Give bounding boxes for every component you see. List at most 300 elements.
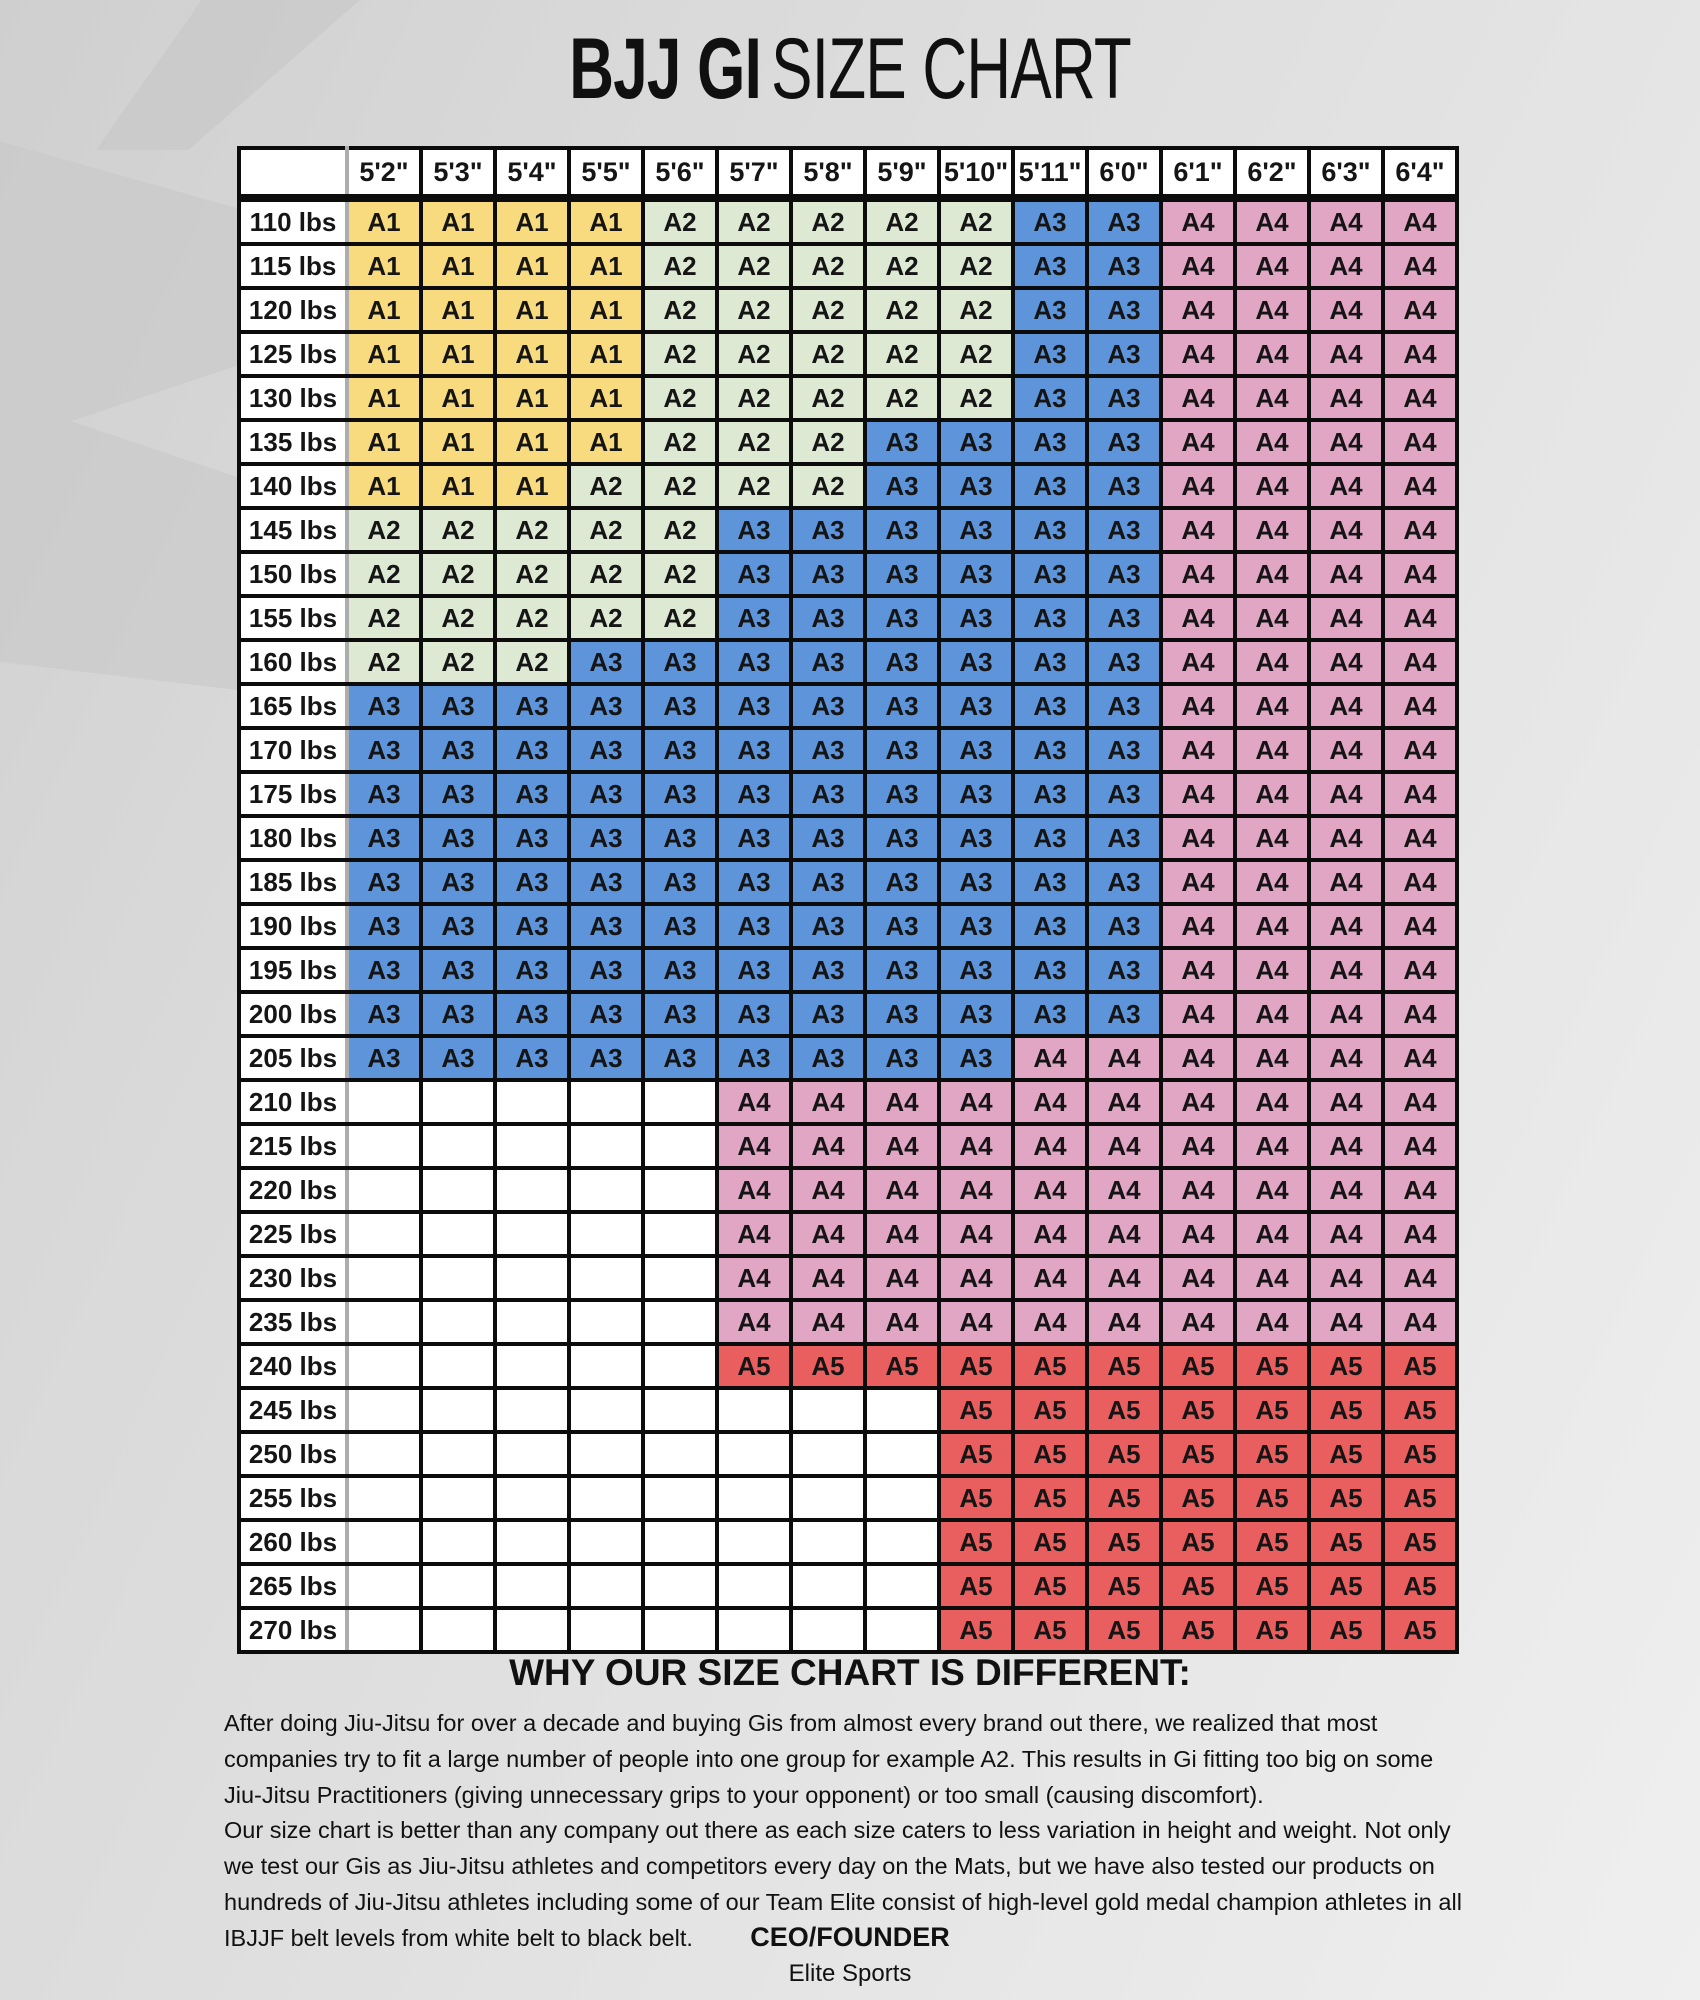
size-cell: A2 <box>939 332 1013 376</box>
size-cell: A3 <box>865 1036 939 1080</box>
size-cell: A2 <box>421 552 495 596</box>
empty-cell <box>347 1388 421 1432</box>
size-cell: A3 <box>643 772 717 816</box>
size-cell: A5 <box>1309 1476 1383 1520</box>
weight-label: 175 lbs <box>239 772 347 816</box>
size-cell: A3 <box>865 816 939 860</box>
size-cell: A3 <box>643 684 717 728</box>
size-cell: A1 <box>495 198 569 244</box>
table-row <box>239 288 1457 332</box>
size-cell: A2 <box>643 508 717 552</box>
size-cell: A4 <box>1383 728 1457 772</box>
size-cell: A3 <box>569 904 643 948</box>
empty-cell <box>347 1300 421 1344</box>
size-cell: A5 <box>1087 1476 1161 1520</box>
height-header: 5'5" <box>569 148 643 198</box>
size-cell: A1 <box>421 464 495 508</box>
size-cell: A1 <box>421 198 495 244</box>
empty-cell <box>347 1080 421 1124</box>
size-cell: A3 <box>717 1036 791 1080</box>
size-cell: A4 <box>1383 772 1457 816</box>
empty-cell <box>495 1564 569 1608</box>
empty-cell <box>421 1388 495 1432</box>
size-cell: A4 <box>1161 772 1235 816</box>
empty-cell <box>643 1564 717 1608</box>
weight-label: 260 lbs <box>239 1520 347 1564</box>
size-cell: A2 <box>643 420 717 464</box>
size-cell: A4 <box>1309 992 1383 1036</box>
size-cell: A3 <box>1087 904 1161 948</box>
size-cell: A5 <box>1235 1608 1309 1652</box>
size-cell: A3 <box>643 728 717 772</box>
size-cell: A3 <box>1013 860 1087 904</box>
size-cell: A3 <box>495 728 569 772</box>
size-cell: A3 <box>939 728 1013 772</box>
size-cell: A2 <box>717 464 791 508</box>
table-row <box>239 376 1457 420</box>
size-cell: A1 <box>347 198 421 244</box>
size-cell: A3 <box>865 552 939 596</box>
size-cell: A3 <box>1087 198 1161 244</box>
size-cell: A5 <box>717 1344 791 1388</box>
size-cell: A4 <box>939 1212 1013 1256</box>
size-cell: A2 <box>569 464 643 508</box>
size-cell: A5 <box>1383 1608 1457 1652</box>
table-row <box>239 1476 1457 1520</box>
empty-cell <box>347 1608 421 1652</box>
size-cell: A2 <box>791 420 865 464</box>
size-cell: A3 <box>865 640 939 684</box>
size-cell: A4 <box>791 1212 865 1256</box>
table-row <box>239 1300 1457 1344</box>
empty-cell <box>495 1256 569 1300</box>
size-cell: A3 <box>421 728 495 772</box>
size-cell: A3 <box>717 684 791 728</box>
size-cell: A3 <box>421 1036 495 1080</box>
size-cell: A5 <box>1013 1432 1087 1476</box>
size-cell: A3 <box>1087 464 1161 508</box>
size-cell: A2 <box>347 640 421 684</box>
size-cell: A3 <box>1087 992 1161 1036</box>
empty-cell <box>495 1300 569 1344</box>
size-cell: A4 <box>1161 244 1235 288</box>
size-cell: A2 <box>939 288 1013 332</box>
size-cell: A4 <box>1161 684 1235 728</box>
size-cell: A3 <box>495 948 569 992</box>
size-cell: A4 <box>791 1300 865 1344</box>
table-row <box>239 904 1457 948</box>
empty-cell <box>791 1564 865 1608</box>
weight-label: 150 lbs <box>239 552 347 596</box>
size-cell: A1 <box>495 332 569 376</box>
size-cell: A3 <box>717 640 791 684</box>
table-row <box>239 1344 1457 1388</box>
size-cell: A3 <box>939 684 1013 728</box>
size-cell: A3 <box>865 728 939 772</box>
size-cell: A4 <box>1309 376 1383 420</box>
size-cell: A1 <box>347 332 421 376</box>
size-cell: A5 <box>1309 1388 1383 1432</box>
empty-cell <box>643 1608 717 1652</box>
size-cell: A3 <box>717 816 791 860</box>
size-cell: A4 <box>1309 244 1383 288</box>
size-cell: A4 <box>1235 1168 1309 1212</box>
size-cell: A3 <box>421 948 495 992</box>
size-cell: A4 <box>1383 420 1457 464</box>
size-cell: A4 <box>1383 1168 1457 1212</box>
size-cell: A4 <box>1161 816 1235 860</box>
size-cell: A5 <box>1161 1344 1235 1388</box>
size-cell: A4 <box>1235 552 1309 596</box>
size-cell: A3 <box>569 728 643 772</box>
height-header: 5'7" <box>717 148 791 198</box>
table-row <box>239 728 1457 772</box>
size-cell: A3 <box>939 904 1013 948</box>
size-cell: A3 <box>865 772 939 816</box>
size-cell: A4 <box>1013 1036 1087 1080</box>
size-cell: A2 <box>717 420 791 464</box>
height-header: 5'3" <box>421 148 495 198</box>
size-cell: A4 <box>1235 376 1309 420</box>
size-cell: A3 <box>495 772 569 816</box>
size-cell: A4 <box>717 1168 791 1212</box>
size-cell: A1 <box>347 244 421 288</box>
empty-cell <box>717 1476 791 1520</box>
size-cell: A4 <box>1161 288 1235 332</box>
size-cell: A5 <box>1309 1432 1383 1476</box>
size-cell: A2 <box>643 376 717 420</box>
size-cell: A4 <box>865 1300 939 1344</box>
empty-cell <box>421 1476 495 1520</box>
size-cell: A3 <box>791 684 865 728</box>
table-row <box>239 1520 1457 1564</box>
empty-cell <box>643 1476 717 1520</box>
size-cell: A1 <box>569 420 643 464</box>
empty-cell <box>569 1476 643 1520</box>
size-cell: A4 <box>1087 1300 1161 1344</box>
size-cell: A4 <box>1087 1168 1161 1212</box>
weight-label: 200 lbs <box>239 992 347 1036</box>
empty-cell <box>643 1520 717 1564</box>
size-cell: A5 <box>939 1388 1013 1432</box>
size-cell: A5 <box>1235 1388 1309 1432</box>
footer-company: Elite Sports <box>788 1960 912 1987</box>
size-cell: A4 <box>1383 1080 1457 1124</box>
size-cell: A5 <box>1087 1432 1161 1476</box>
page-title-bold: BJJ GI <box>569 21 761 117</box>
empty-cell <box>865 1520 939 1564</box>
size-cell: A3 <box>1013 948 1087 992</box>
size-cell: A4 <box>1087 1212 1161 1256</box>
size-cell: A1 <box>569 244 643 288</box>
size-cell: A2 <box>347 508 421 552</box>
size-cell: A4 <box>1235 1080 1309 1124</box>
weight-label: 270 lbs <box>239 1608 347 1652</box>
size-cell: A4 <box>1383 816 1457 860</box>
size-cell: A1 <box>495 288 569 332</box>
height-header: 5'10" <box>939 148 1013 198</box>
size-cell: A4 <box>1161 1124 1235 1168</box>
table-row <box>239 992 1457 1036</box>
size-cell: A2 <box>347 552 421 596</box>
size-cell: A4 <box>1235 332 1309 376</box>
size-cell: A4 <box>1309 860 1383 904</box>
size-cell: A4 <box>1383 860 1457 904</box>
size-cell: A4 <box>1309 640 1383 684</box>
size-cell: A3 <box>569 992 643 1036</box>
weight-label: 125 lbs <box>239 332 347 376</box>
table-row <box>239 640 1457 684</box>
size-cell: A4 <box>1235 1256 1309 1300</box>
page-title <box>0 21 1700 117</box>
empty-cell <box>495 1432 569 1476</box>
size-cell: A1 <box>421 288 495 332</box>
size-cell: A4 <box>1309 1256 1383 1300</box>
weight-label: 155 lbs <box>239 596 347 640</box>
size-cell: A3 <box>865 684 939 728</box>
size-cell: A2 <box>865 244 939 288</box>
table-row <box>239 508 1457 552</box>
size-cell: A4 <box>1235 1300 1309 1344</box>
empty-cell <box>643 1212 717 1256</box>
size-cell: A4 <box>1161 420 1235 464</box>
size-cell: A3 <box>347 684 421 728</box>
table-row <box>239 198 1457 244</box>
size-cell: A4 <box>1235 904 1309 948</box>
size-cell: A4 <box>1383 948 1457 992</box>
size-cell: A2 <box>643 332 717 376</box>
size-cell: A4 <box>1235 948 1309 992</box>
size-cell: A3 <box>791 860 865 904</box>
size-cell: A3 <box>939 772 1013 816</box>
empty-cell <box>347 1432 421 1476</box>
size-cell: A5 <box>939 1344 1013 1388</box>
size-cell: A5 <box>1235 1476 1309 1520</box>
empty-cell <box>643 1168 717 1212</box>
size-cell: A4 <box>1235 684 1309 728</box>
empty-cell <box>569 1168 643 1212</box>
size-cell: A3 <box>939 596 1013 640</box>
weight-label: 240 lbs <box>239 1344 347 1388</box>
size-cell: A3 <box>1087 948 1161 992</box>
height-header: 6'1" <box>1161 148 1235 198</box>
size-cell: A3 <box>865 992 939 1036</box>
size-cell: A3 <box>717 508 791 552</box>
size-cell: A3 <box>717 904 791 948</box>
size-cell: A3 <box>1087 508 1161 552</box>
size-cell: A4 <box>865 1080 939 1124</box>
size-cell: A4 <box>1235 860 1309 904</box>
table-header <box>239 148 1457 198</box>
size-cell: A4 <box>1383 1036 1457 1080</box>
size-cell: A4 <box>1013 1300 1087 1344</box>
size-cell: A4 <box>1235 464 1309 508</box>
size-cell: A4 <box>1383 288 1457 332</box>
size-cell: A5 <box>791 1344 865 1388</box>
empty-cell <box>347 1124 421 1168</box>
size-cell: A3 <box>791 816 865 860</box>
weight-label: 205 lbs <box>239 1036 347 1080</box>
size-cell: A2 <box>643 552 717 596</box>
size-cell: A3 <box>643 860 717 904</box>
size-cell: A4 <box>1309 904 1383 948</box>
size-cell: A2 <box>569 508 643 552</box>
size-cell: A5 <box>1013 1476 1087 1520</box>
table-row <box>239 244 1457 288</box>
size-cell: A2 <box>421 640 495 684</box>
size-cell: A4 <box>1161 992 1235 1036</box>
size-cell: A4 <box>865 1256 939 1300</box>
table-row <box>239 332 1457 376</box>
size-cell: A4 <box>1309 288 1383 332</box>
size-cell: A4 <box>1161 596 1235 640</box>
empty-cell <box>643 1388 717 1432</box>
size-cell: A3 <box>865 596 939 640</box>
size-cell: A5 <box>1309 1520 1383 1564</box>
size-cell: A3 <box>1013 464 1087 508</box>
size-cell: A5 <box>1013 1388 1087 1432</box>
size-cell: A5 <box>1235 1432 1309 1476</box>
table-row <box>239 1212 1457 1256</box>
size-cell: A3 <box>569 1036 643 1080</box>
empty-cell <box>421 1520 495 1564</box>
empty-cell <box>421 1564 495 1608</box>
size-cell: A4 <box>865 1124 939 1168</box>
size-cell: A2 <box>865 198 939 244</box>
table-row <box>239 684 1457 728</box>
size-cell: A3 <box>717 948 791 992</box>
size-cell: A4 <box>1161 376 1235 420</box>
size-cell: A4 <box>1087 1036 1161 1080</box>
size-cell: A3 <box>1013 244 1087 288</box>
size-cell: A4 <box>1161 1256 1235 1300</box>
size-cell: A5 <box>1235 1564 1309 1608</box>
size-cell: A4 <box>1309 1300 1383 1344</box>
size-cell: A3 <box>791 508 865 552</box>
size-cell: A3 <box>495 1036 569 1080</box>
size-cell: A3 <box>717 860 791 904</box>
size-cell: A3 <box>569 772 643 816</box>
empty-cell <box>495 1212 569 1256</box>
size-cell: A4 <box>791 1256 865 1300</box>
table-row <box>239 420 1457 464</box>
size-cell: A3 <box>1087 860 1161 904</box>
empty-cell <box>717 1388 791 1432</box>
size-cell: A3 <box>347 772 421 816</box>
size-cell: A3 <box>421 772 495 816</box>
size-cell: A2 <box>347 596 421 640</box>
size-cell: A4 <box>1383 640 1457 684</box>
size-cell: A3 <box>569 684 643 728</box>
empty-cell <box>569 1344 643 1388</box>
size-cell: A2 <box>791 332 865 376</box>
size-cell: A4 <box>1013 1212 1087 1256</box>
empty-cell <box>717 1608 791 1652</box>
empty-cell <box>495 1124 569 1168</box>
size-cell: A4 <box>1383 1300 1457 1344</box>
size-cell: A4 <box>1309 772 1383 816</box>
empty-cell <box>643 1300 717 1344</box>
size-cell: A5 <box>1383 1520 1457 1564</box>
size-cell: A4 <box>1309 596 1383 640</box>
weight-label: 250 lbs <box>239 1432 347 1476</box>
section-paragraphs <box>224 1706 1476 1957</box>
size-cell: A4 <box>1235 992 1309 1036</box>
size-cell: A5 <box>865 1344 939 1388</box>
size-cell: A4 <box>939 1168 1013 1212</box>
size-cell: A4 <box>1383 244 1457 288</box>
weight-label: 180 lbs <box>239 816 347 860</box>
empty-cell <box>421 1124 495 1168</box>
empty-cell <box>421 1212 495 1256</box>
size-cell: A3 <box>939 860 1013 904</box>
size-cell: A4 <box>791 1168 865 1212</box>
size-cell: A4 <box>1161 198 1235 244</box>
size-cell: A3 <box>1013 772 1087 816</box>
size-cell: A3 <box>347 860 421 904</box>
size-cell: A1 <box>495 464 569 508</box>
size-cell: A3 <box>939 552 1013 596</box>
empty-cell <box>495 1476 569 1520</box>
size-cell: A5 <box>1087 1344 1161 1388</box>
size-cell: A3 <box>939 640 1013 684</box>
size-cell: A4 <box>1161 1300 1235 1344</box>
size-cell: A5 <box>1087 1564 1161 1608</box>
table-body <box>239 198 1457 1652</box>
size-cell: A3 <box>939 948 1013 992</box>
empty-cell <box>791 1388 865 1432</box>
size-cell: A5 <box>1087 1520 1161 1564</box>
size-cell: A3 <box>347 992 421 1036</box>
size-cell: A5 <box>1309 1344 1383 1388</box>
size-cell: A3 <box>1013 684 1087 728</box>
size-cell: A4 <box>1235 772 1309 816</box>
size-cell: A2 <box>495 640 569 684</box>
size-cell: A3 <box>865 904 939 948</box>
size-cell: A5 <box>1383 1388 1457 1432</box>
size-cell: A3 <box>643 816 717 860</box>
size-cell: A2 <box>717 332 791 376</box>
height-header: 6'4" <box>1383 148 1457 198</box>
weight-label: 235 lbs <box>239 1300 347 1344</box>
size-cell: A4 <box>1309 332 1383 376</box>
size-cell: A4 <box>1161 1212 1235 1256</box>
size-cell: A3 <box>1013 332 1087 376</box>
size-cell: A4 <box>1161 552 1235 596</box>
size-cell: A3 <box>791 904 865 948</box>
empty-cell <box>865 1388 939 1432</box>
size-cell: A3 <box>865 508 939 552</box>
size-cell: A2 <box>791 198 865 244</box>
size-cell: A2 <box>865 332 939 376</box>
size-cell: A2 <box>717 288 791 332</box>
size-cell: A3 <box>495 992 569 1036</box>
size-cell: A4 <box>1161 508 1235 552</box>
size-cell: A3 <box>643 640 717 684</box>
weight-label: 230 lbs <box>239 1256 347 1300</box>
size-cell: A5 <box>939 1476 1013 1520</box>
size-cell: A5 <box>1013 1520 1087 1564</box>
size-cell: A4 <box>1013 1168 1087 1212</box>
size-cell: A4 <box>1013 1124 1087 1168</box>
empty-cell <box>421 1608 495 1652</box>
empty-cell <box>421 1168 495 1212</box>
size-cell: A3 <box>1013 420 1087 464</box>
size-cell: A4 <box>1087 1256 1161 1300</box>
empty-cell <box>791 1520 865 1564</box>
size-cell: A5 <box>1383 1564 1457 1608</box>
weight-label: 245 lbs <box>239 1388 347 1432</box>
